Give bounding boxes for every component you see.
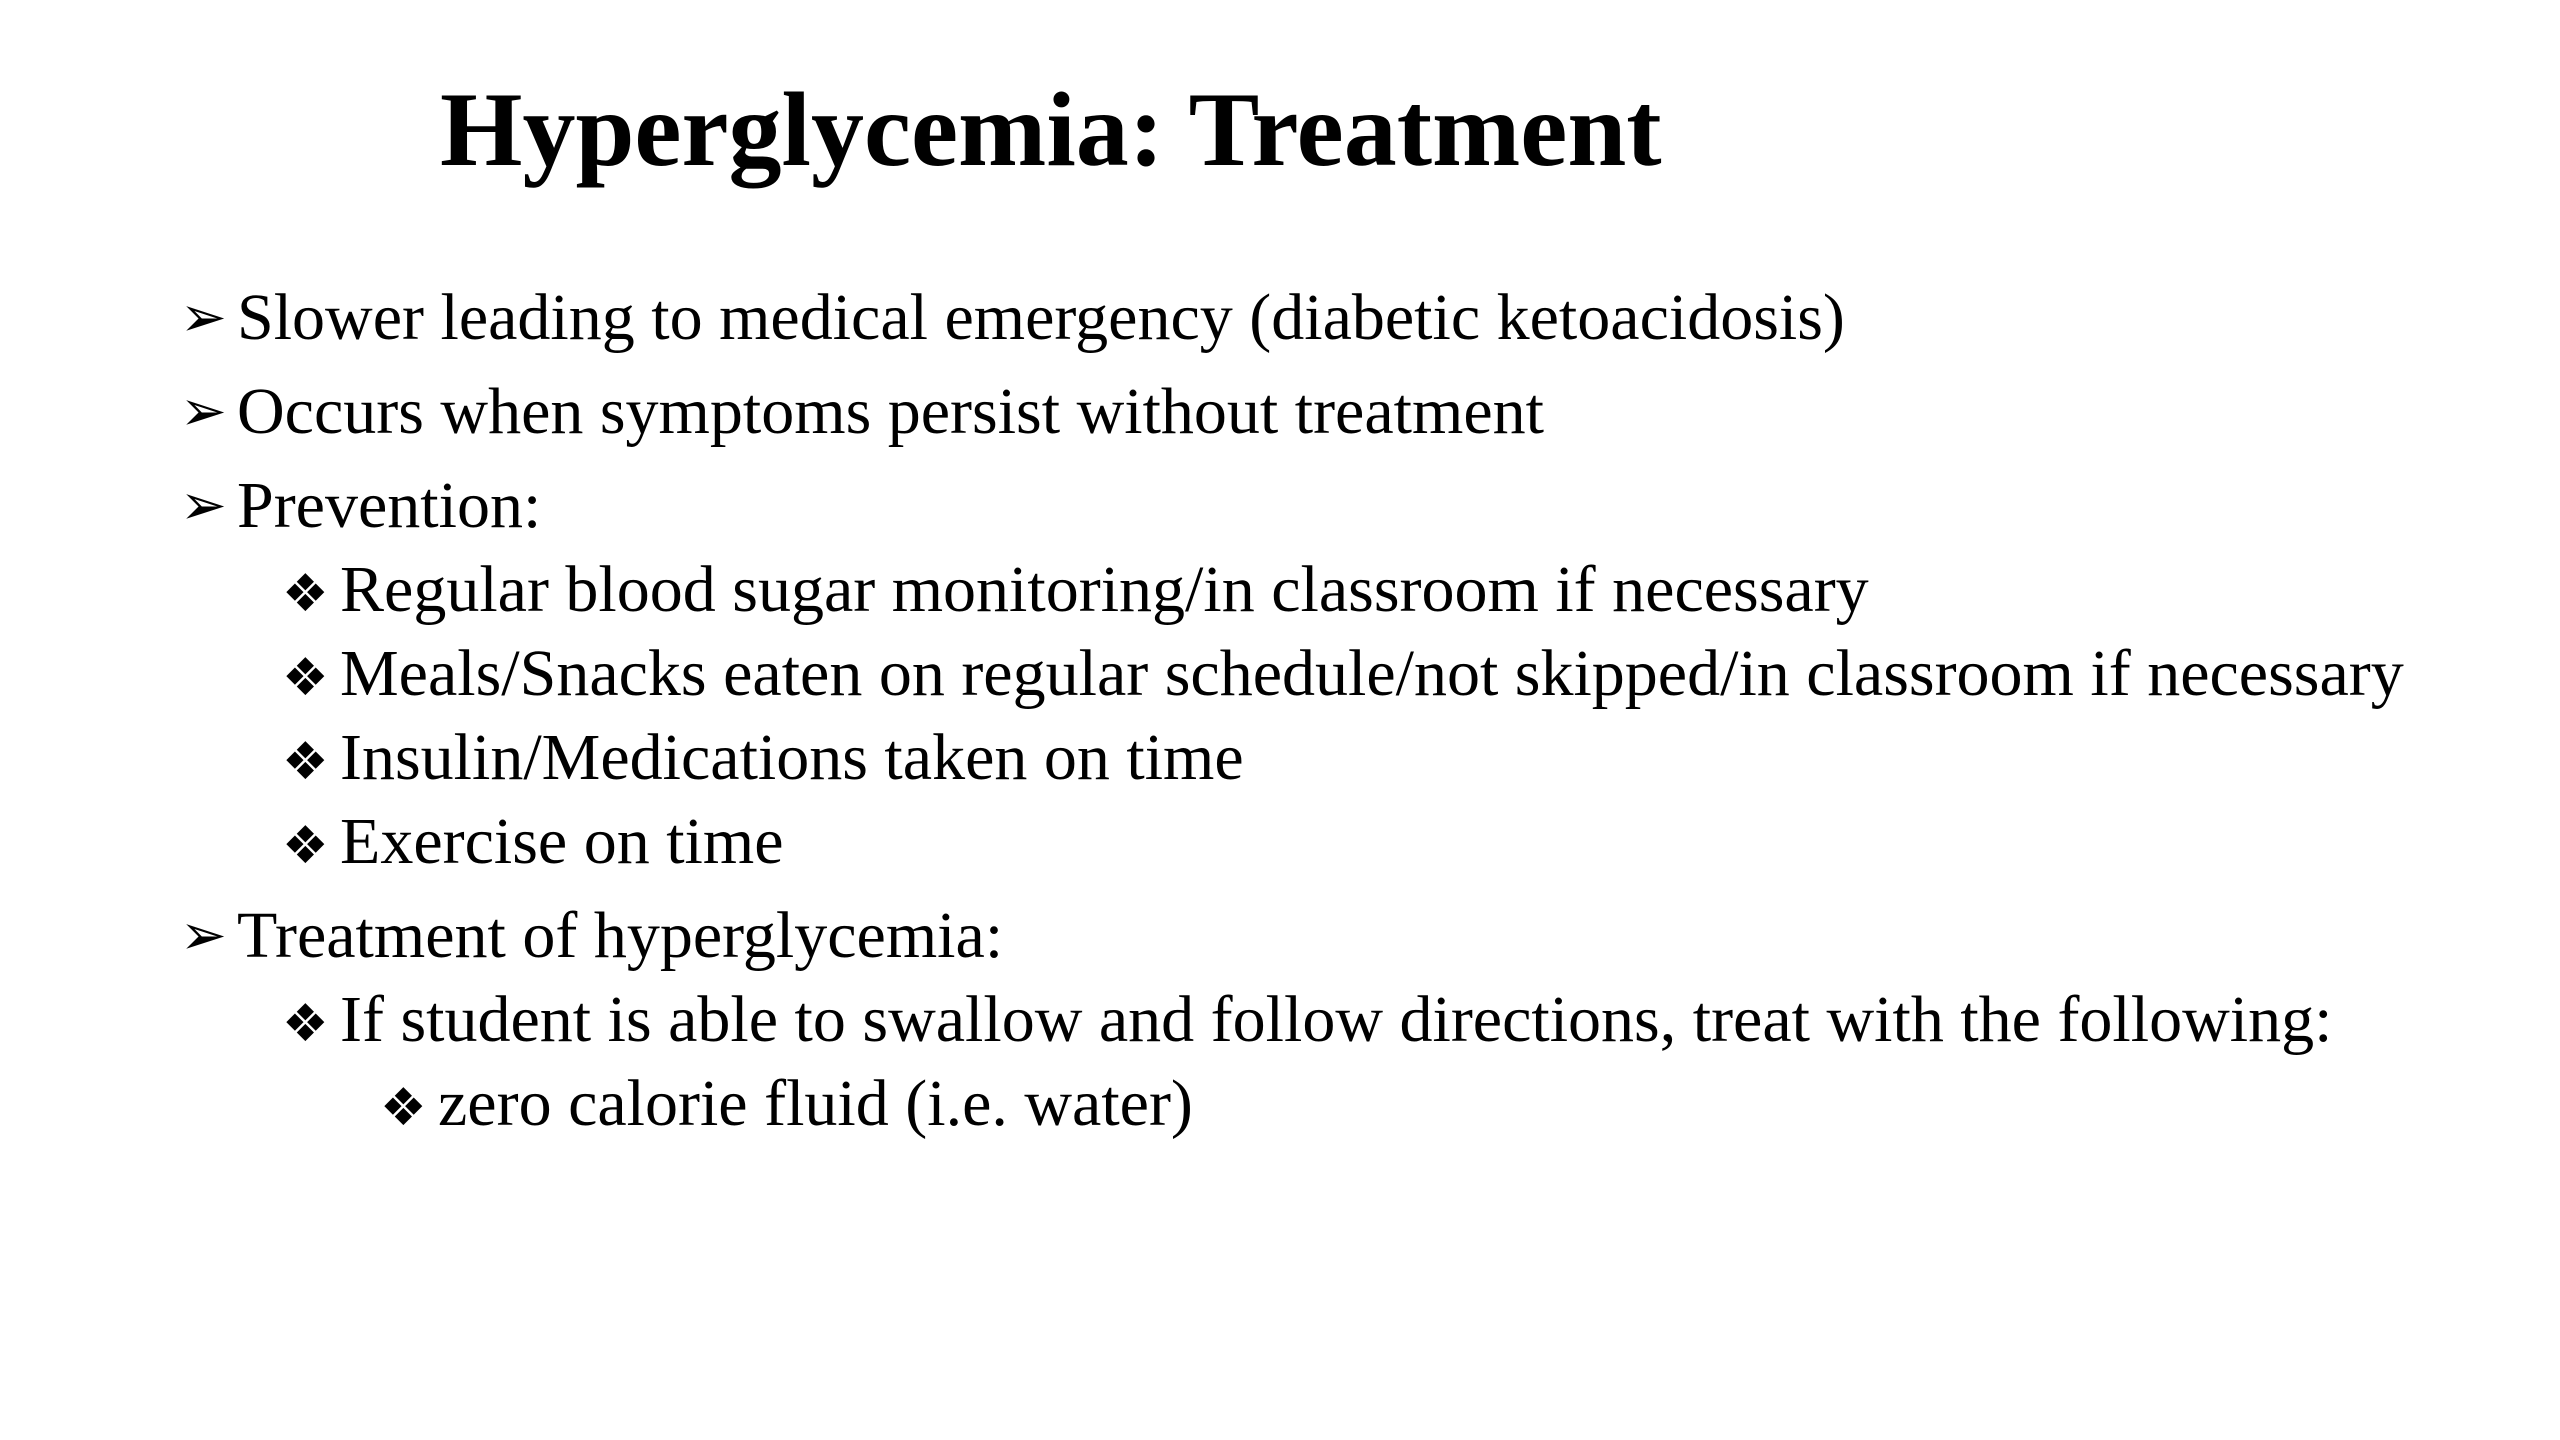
list-item-text: Insulin/Medications taken on time [340,721,1244,794]
bullet-list [180,281,2480,1155]
list-item-text: Regular blood sugar monitoring/in classroom if necessary [340,553,1869,626]
arrow-bullet-icon: ➢ [180,903,227,968]
arrow-bullet-icon: ➢ [180,285,227,350]
diamond-bullet-icon: ❖ [282,564,329,624]
arrow-bullet-icon: ➢ [180,473,227,538]
diamond-bullet-icon: ❖ [282,994,329,1054]
list-item-text: Prevention: [237,469,542,542]
list-item [180,899,2480,972]
sub-list-item [180,983,2340,1056]
list-item [180,281,2480,354]
sub-list-item [180,805,2480,878]
diamond-bullet-icon: ❖ [282,732,329,792]
sub-list-item [180,721,2480,794]
sub-sub-list-item [180,1067,2480,1140]
list-item-text: Slower leading to medical emergency (diabetic ketoacidosis) [237,281,1845,354]
sub-list-item [180,553,2480,626]
list-item-text: Treatment of hyperglycemia: [237,899,1004,972]
list-item-text: Occurs when symptoms persist without treatment [237,375,1544,448]
list-item [180,469,2480,542]
sub-list-item [180,637,2420,710]
list-item-text: Meals/Snacks eaten on regular schedule/not skipped/in classroom if necessary [340,637,2404,710]
diamond-bullet-icon: ❖ [282,648,329,708]
arrow-bullet-icon: ➢ [180,379,227,444]
list-item [180,375,2480,448]
list-item-text: If student is able to swallow and follow directions, treat with the following: [340,983,2333,1056]
list-item-text: zero calorie fluid (i.e. water) [438,1067,1193,1140]
list-item-text: Exercise on time [340,805,784,878]
slide-title: Hyperglycemia: Treatment [440,71,1662,188]
diamond-bullet-icon: ❖ [282,816,329,876]
diamond-bullet-icon: ❖ [380,1078,427,1138]
